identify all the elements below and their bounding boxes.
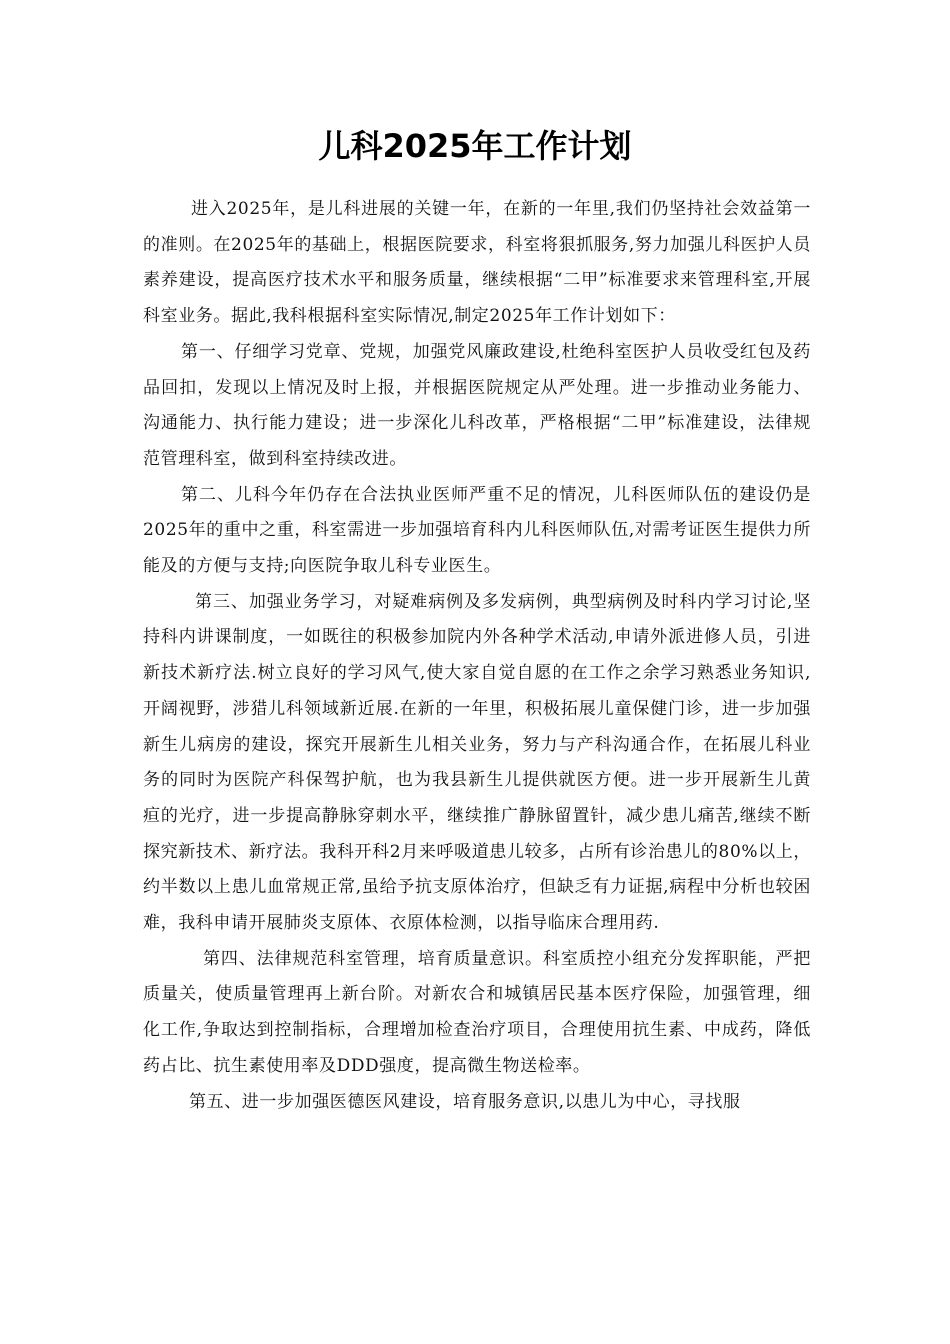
- paragraph-item-2: 第二、儿科今年仍存在合法执业医师严重不足的情况，儿科医师队伍的建设仍是2025年的重中之重，科室需进一步加强培育科内儿科医师队伍,对需考证医生提供力所能及的方便与支持;向医院争取儿科专业医生。: [143, 484, 811, 577]
- document-title: 儿科2025年工作计划: [318, 127, 632, 165]
- paragraph-item-3: 第三、加强业务学习，对疑难病例及多发病例，典型病例及时科内学习讨论,坚持科内讲课制度，一如既往的积极参加院内外各种学术活动,申请外派进修人员，引进新技术新疗法.树立良好的学习风气,使大家自觉自愿的在工作之余学习熟悉业务知识,开阔视野，涉猎儿科领域新近展.在新的一年里，积极拓展儿童保健门诊，进一步加强新生儿病房的建设，探究开展新生儿相关业务，努力与产科沟通合作，在拓展儿科业务的同时为医院产科保驾护航，也为我县新生儿提供就医方便。进一步开展新生儿黄疸的光疗，进一步提高静脉穿刺水平，继续推广静脉留置针，减少患儿痛苦,继续不断探究新技术、新疗法。我科开科2月来呼吸道患儿较多，占所有诊治患儿的80%以上，约半数以上患儿血常规正常,虽给予抗支原体治疗，但缺乏有力证据,病程中分析也较困难，我科申请开展肺炎支原体、衣原体检测，以指导临床合理用药.: [143, 591, 811, 934]
- paragraph-item-4: 第四、法律规范科室管理，培育质量意识。科室质控小组充分发挥职能，严把质量关，使质量管理再上新台阶。对新农合和城镇居民基本医疗保险，加强管理，细化工作,争取达到控制指标，合理增加检查治疗项目，合理使用抗生素、中成药，降低药占比、抗生素使用率及DDD强度，提高微生物送检率。: [143, 948, 811, 1076]
- document-body: [143, 192, 811, 1120]
- paragraph-item-1: 第一、仔细学习党章、党规，加强党风廉政建设,杜绝科室医护人员收受红包及药品回扣，发现以上情况及时上报，并根据医院规定从严处理。进一步推动业务能力、沟通能力、执行能力建设；进一步深化儿科改革，严格根据“二甲”标准建设，法律规范管理科室，做到科室持续改进。: [143, 341, 811, 469]
- paragraph-item-5: 第五、进一步加强医德医风建设，培育服务意识,以患儿为中心，寻找服: [189, 1091, 741, 1112]
- paragraph-intro: 进入2025年，是儿科进展的关键一年，在新的一年里,我们仍坚持社会效益第一的准则。在2025年的基础上，根据医院要求，科室将狠抓服务,努力加强儿科医护人员素养建设，提高医疗技术水平和服务质量，继续根据“二甲”标准要求来管理科室,开展科室业务。据此,我科根据科室实际情况,制定2025年工作计划如下：: [143, 199, 811, 327]
